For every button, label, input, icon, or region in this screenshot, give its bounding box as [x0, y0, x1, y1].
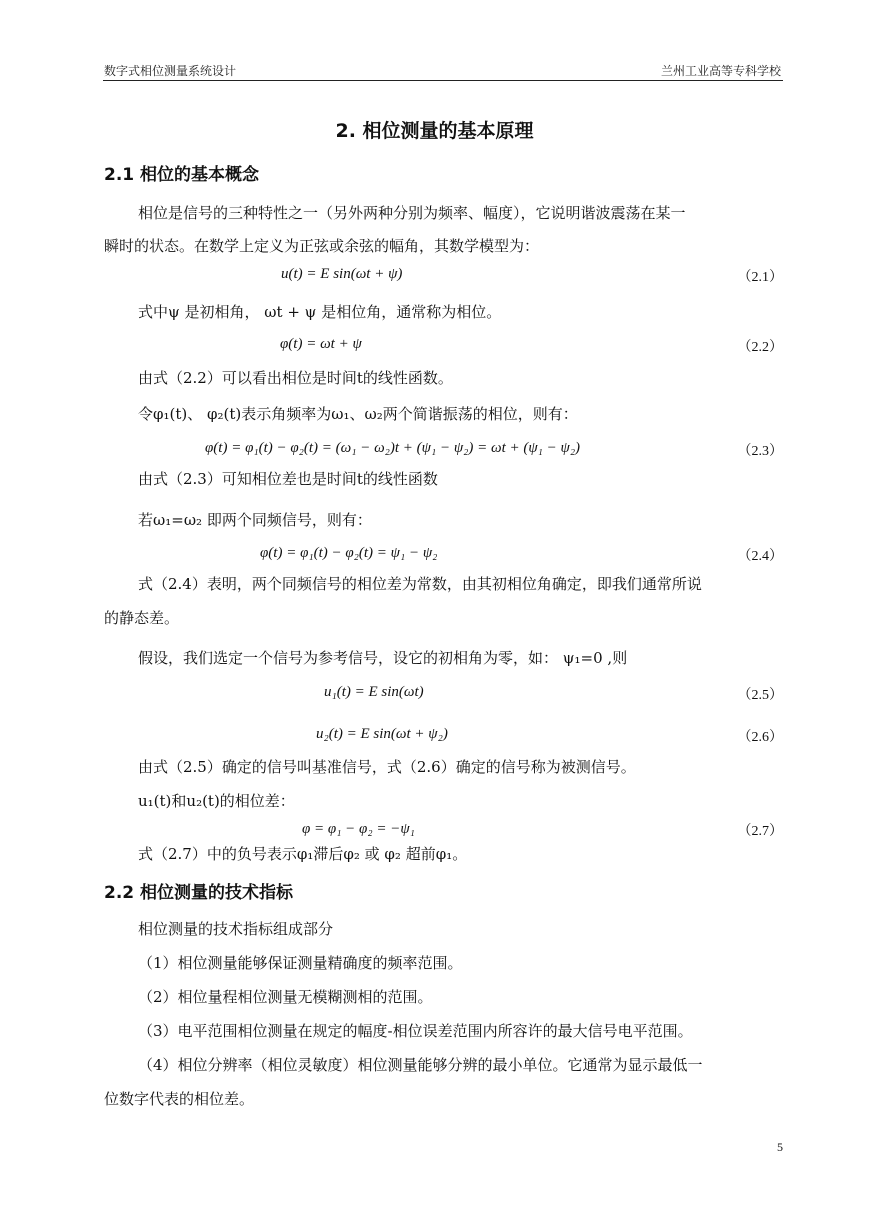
- paragraph-line: 瞬时的状态。在数学上定义为正弦或余弦的幅角，其数学模型为：: [104, 237, 540, 255]
- paragraph-line: 式中ψ 是初相角， ωt + ψ 是相位角，通常称为相位。: [138, 303, 502, 321]
- equation-number: （2.3）: [737, 444, 783, 459]
- equation-2-2: φ(t) = ωt + ψ: [280, 336, 362, 352]
- equation-number: （2.5）: [737, 688, 783, 703]
- equation-number: （2.6）: [737, 730, 783, 745]
- paragraph-line: u₁(t)和u₂(t)的相位差：: [138, 792, 295, 810]
- paragraph-line: 由式（2.5）确定的信号叫基准信号，式（2.6）确定的信号称为被测信号。: [138, 758, 636, 776]
- section-title-2-1: 2.1 相位的基本概念: [104, 165, 260, 185]
- equation-2-7: φ = φ₁ − φ₂ = −ψ₁: [302, 821, 415, 837]
- equation-number: （2.7）: [737, 824, 783, 839]
- page-number: 5: [777, 1140, 783, 1154]
- paragraph-line: 相位是信号的三种特性之一（另外两种分别为频率、幅度），它说明谐波震荡在某一: [138, 204, 686, 222]
- header-right-school: 兰州工业高等专科学校: [660, 64, 781, 78]
- paragraph-line: 假设，我们选定一个信号为参考信号，设它的初相角为零，如： ψ₁=0 ,则: [138, 649, 628, 667]
- paragraph-line: 令φ₁(t)、 φ₂(t)表示角频率为ω₁、ω₂两个简谐振荡的相位，则有：: [138, 405, 578, 423]
- paragraph-line: 式（2.7）中的负号表示φ₁滞后φ₂ 或 φ₂ 超前φ₁。: [138, 845, 468, 863]
- equation-2-1: u(t) = E sin(ωt + ψ): [281, 266, 403, 282]
- header-divider: [103, 80, 783, 81]
- paragraph-line: 式（2.4）表明，两个同频信号的相位差为常数，由其初相位角确定，即我们通常所说: [138, 575, 702, 593]
- equation-number: （2.1）: [737, 270, 783, 285]
- paragraph-line: 由式（2.3）可知相位差也是时间t的线性函数: [138, 470, 438, 488]
- equation-2-5: u₁(t) = E sin(ωt): [324, 684, 424, 700]
- list-item: （4）相位分辨率（相位灵敏度）相位测量能够分辨的最小单位。它通常为显示最低一: [138, 1056, 703, 1074]
- equation-2-6: u₂(t) = E sin(ωt + ψ₂): [316, 726, 448, 742]
- equation-2-4: φ(t) = φ₁(t) − φ₂(t) = ψ₁ − ψ₂: [260, 545, 438, 561]
- paragraph-line: 若ω₁=ω₂ 即两个同频信号，则有：: [138, 511, 372, 529]
- list-item: 位数字代表的相位差。: [104, 1090, 255, 1108]
- paragraph-line: 相位测量的技术指标组成部分: [138, 920, 334, 938]
- header-left-title: 数字式相位测量系统设计: [104, 64, 237, 78]
- equation-number: （2.4）: [737, 549, 783, 564]
- equation-number: （2.2）: [737, 340, 783, 355]
- list-item: （2）相位量程相位测量无模糊测相的范围。: [138, 988, 433, 1006]
- equation-2-3: φ(t) = φ₁(t) − φ₂(t) = (ω₁ − ω₂)t + (ψ₁ − ψ₂) = ωt + (ψ₁ − ψ₂): [205, 440, 581, 456]
- section-title-2-2: 2.2 相位测量的技术指标: [104, 883, 294, 903]
- paragraph-line: 由式（2.2）可以看出相位是时间t的线性函数。: [138, 369, 453, 387]
- paragraph-line: 的静态差。: [104, 609, 180, 627]
- list-item: （3）电平范围相位测量在规定的幅度-相位误差范围内所容许的最大信号电平范围。: [138, 1022, 693, 1040]
- list-item: （1）相位测量能够保证测量精确度的频率范围。: [138, 954, 463, 972]
- chapter-title: 2. 相位测量的基本原理: [335, 120, 534, 142]
